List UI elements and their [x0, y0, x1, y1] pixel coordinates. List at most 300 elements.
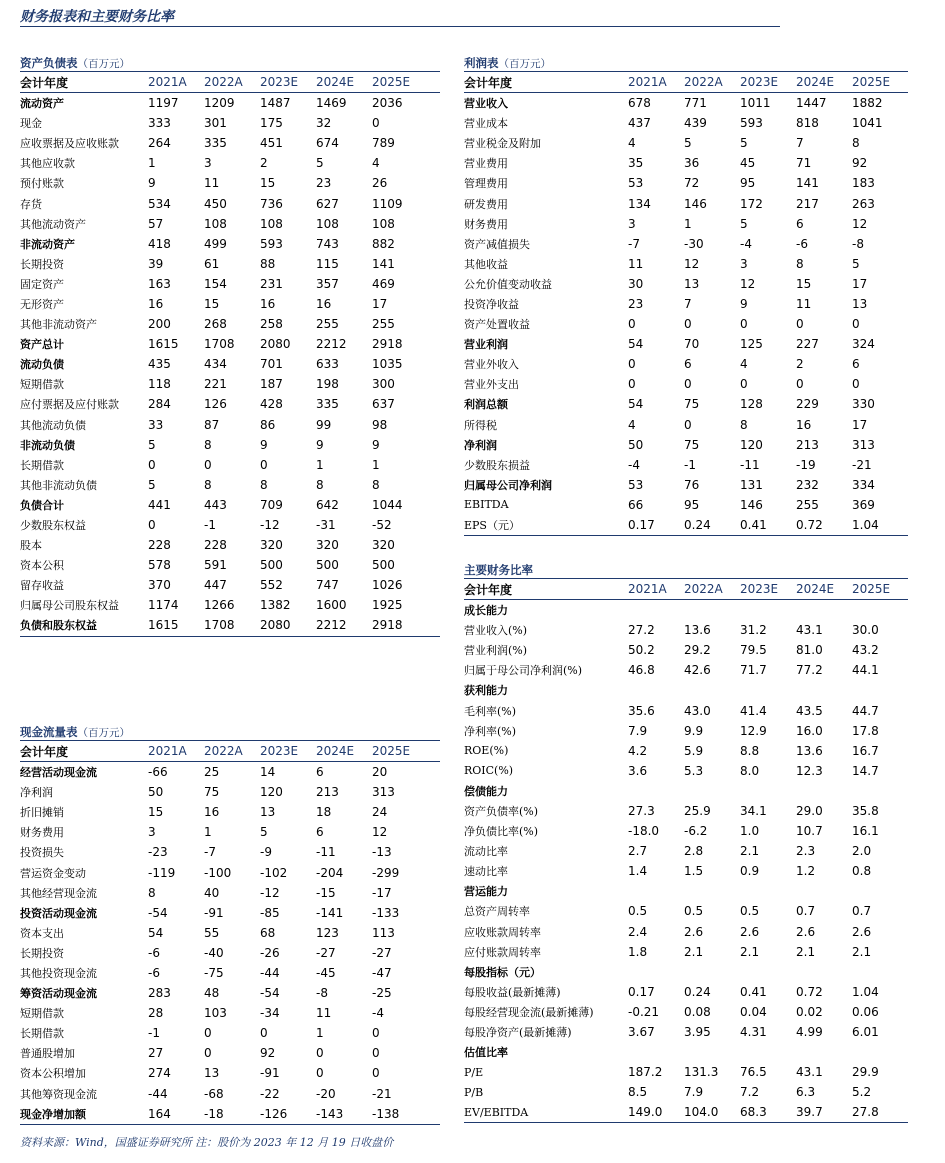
cell-value: 0.04 [740, 1004, 767, 1019]
header-label: 会计年度 [464, 579, 628, 600]
row-label: 营业收入 [464, 97, 508, 111]
table-row [20, 615, 440, 636]
cell-value: 0.5 [684, 904, 704, 919]
table-row [464, 314, 908, 334]
cell-value: 17 [852, 417, 868, 432]
cell-value: 2.6 [684, 924, 704, 939]
cell-value: 31.2 [740, 623, 767, 638]
row-label: 财务费用 [464, 217, 508, 231]
cell-value: 2.0 [852, 844, 872, 859]
table-row [20, 943, 440, 963]
cell-value: -27 [316, 945, 336, 960]
row-label: 流动负债 [20, 358, 64, 372]
cell-value: 5 [260, 825, 268, 840]
cell-value: 5.2 [852, 1085, 872, 1100]
cell-value: 2.1 [684, 944, 704, 959]
row-label: 其他筹资现金流 [20, 1087, 97, 1101]
header-label: 会计年度 [20, 741, 148, 762]
cell-value: 1 [316, 1026, 324, 1041]
cell-value: -25 [372, 986, 392, 1001]
cell-value: -102 [260, 865, 288, 880]
cell-value: 228 [148, 538, 171, 553]
cell-value: 15 [796, 276, 812, 291]
cell-value: 0.06 [852, 1004, 879, 1019]
cell-value: 4 [628, 136, 636, 151]
cell-value: 330 [852, 397, 875, 412]
cell-value: 75 [204, 785, 220, 800]
cell-value: 771 [684, 96, 707, 111]
cell-value: 33 [148, 417, 164, 432]
cell-value: 0.72 [796, 984, 823, 999]
cell-value: 1 [684, 216, 692, 231]
cell-value [684, 1042, 740, 1062]
row-label: 营业成本 [464, 117, 508, 131]
row-label: 利润总额 [464, 398, 508, 412]
table-row [20, 963, 440, 983]
row-label: 营业税金及附加 [464, 137, 541, 151]
cell-value: 141 [372, 256, 395, 271]
cell-value: -34 [260, 1006, 280, 1021]
cell-value: -0.21 [628, 1004, 660, 1019]
row-label: 应收账款周转率 [464, 925, 541, 939]
row-label: 少数股东损益 [464, 458, 530, 472]
row-label: 所得税 [464, 418, 497, 432]
cell-value: 7.9 [684, 1085, 704, 1100]
ratios-title-text: 主要财务比率 [464, 563, 533, 577]
cell-value: 87 [204, 417, 220, 432]
table-row [464, 133, 908, 153]
cell-value: 301 [204, 116, 227, 131]
table-row [464, 254, 908, 274]
table-row [464, 700, 908, 720]
cell-value: 17.8 [852, 723, 879, 738]
cell-value: 36 [684, 156, 700, 171]
cell-value: 0.24 [684, 515, 740, 536]
cell-value: 131.3 [684, 1065, 719, 1080]
cell-value: 1041 [852, 116, 883, 131]
cell-value: 1.2 [796, 864, 816, 879]
table-row [464, 841, 908, 861]
cell-value: -85 [260, 905, 280, 920]
cell-value [852, 680, 908, 700]
table-row [20, 334, 440, 354]
table-row [464, 234, 908, 254]
cell-value: 263 [852, 196, 875, 211]
table-row [20, 475, 440, 495]
cell-value: 29.9 [852, 1065, 879, 1080]
cell-value: 50 [628, 437, 644, 452]
cell-value: 44.1 [852, 663, 879, 678]
header-label: 会计年度 [464, 72, 628, 93]
cell-value: 1 [148, 156, 156, 171]
table-row [20, 173, 440, 193]
table-row [20, 435, 440, 455]
table-row [20, 113, 440, 133]
cell-value: -20 [316, 1086, 336, 1101]
header-year: 2021A [148, 741, 204, 762]
cell-value: 108 [372, 216, 395, 231]
table-row [20, 153, 440, 173]
table-row [464, 861, 908, 881]
table-row [464, 354, 908, 374]
cell-value: 164 [148, 1104, 204, 1125]
cell-value [740, 680, 796, 700]
cell-value: 0 [684, 317, 692, 332]
cell-value: 0 [372, 1066, 380, 1081]
cell-value: 447 [204, 578, 227, 593]
row-label: 投资损失 [20, 846, 64, 860]
table-row [20, 274, 440, 294]
table-row [20, 254, 440, 274]
row-label: 无形资产 [20, 297, 64, 311]
cell-value: 435 [148, 357, 171, 372]
cell-value: -8 [316, 986, 328, 1001]
cell-value: 77.2 [796, 663, 823, 678]
cell-value: 2.4 [628, 924, 648, 939]
cell-value: 283 [148, 986, 171, 1001]
cell-value: 200 [148, 317, 171, 332]
cell-value: 2080 [260, 615, 316, 636]
header-year: 2021A [628, 72, 684, 93]
cell-value: 0 [684, 417, 692, 432]
cell-value: 1615 [148, 337, 179, 352]
cell-value: 678 [628, 96, 651, 111]
cell-value: 2.6 [740, 924, 760, 939]
cell-value: 0.9 [740, 864, 760, 879]
cell-value: 1708 [204, 337, 235, 352]
table-row [20, 1063, 440, 1083]
row-label: 研发费用 [464, 197, 508, 211]
row-label: 公允价值变动收益 [464, 277, 552, 291]
row-label: 每股经营现金流(最新摊薄) [464, 1005, 594, 1019]
cell-value: 9.9 [684, 723, 704, 738]
cell-value: 68.3 [740, 1102, 796, 1123]
cell-value: 12 [740, 276, 756, 291]
cash-flow-section [20, 725, 440, 1125]
cell-value: 27.8 [852, 1102, 908, 1123]
cell-value: 5 [148, 437, 156, 452]
cell-value: 23 [316, 176, 332, 191]
cell-value: 13 [260, 805, 276, 820]
cell-value: 2.6 [796, 924, 816, 939]
cell-value: 2080 [260, 337, 291, 352]
row-label: 股本 [20, 539, 42, 553]
cell-value: 55 [204, 925, 220, 940]
cell-value: 131 [740, 477, 763, 492]
row-label: 资本公积增加 [20, 1067, 86, 1081]
cell-value: -23 [148, 845, 168, 860]
table-row [20, 515, 440, 535]
row-label: 其他流动资产 [20, 217, 86, 231]
row-label: 非流动负债 [20, 438, 75, 452]
cell-value: 0 [628, 377, 636, 392]
cell-value: 0 [148, 457, 156, 472]
header-label: 会计年度 [20, 72, 148, 93]
row-label: 归属母公司净利润 [464, 478, 552, 492]
cell-value: 370 [148, 578, 171, 593]
cell-value: 13.6 [684, 623, 711, 638]
cell-value: 15 [260, 176, 276, 191]
cell-value: 15 [204, 296, 220, 311]
cell-value: 4.31 [740, 1025, 767, 1040]
table-row [464, 640, 908, 660]
cell-value: 75 [684, 397, 700, 412]
cell-value: 0 [260, 457, 268, 472]
income-statement-unit: （百万元） [498, 58, 551, 70]
cell-value: -91 [260, 1066, 280, 1081]
cell-value: 0 [204, 1046, 212, 1061]
cell-value: 335 [204, 136, 227, 151]
cell-value: 8 [372, 477, 380, 492]
cell-value: 0 [372, 116, 380, 131]
row-label: EV/EBITDA [464, 1102, 628, 1123]
cell-value: 451 [260, 136, 283, 151]
cell-value: 1 [316, 457, 324, 472]
row-label: 归属于母公司净利润(%) [464, 664, 583, 678]
cell-value: 593 [740, 116, 763, 131]
cell-value: 39.7 [796, 1102, 852, 1123]
cell-value: 232 [796, 477, 819, 492]
cell-value: 13 [684, 276, 700, 291]
row-label: 普通股增加 [20, 1047, 75, 1061]
cell-value: 255 [316, 317, 339, 332]
cell-value: 2212 [316, 337, 347, 352]
cell-value [796, 781, 852, 801]
cell-value: 1600 [316, 598, 347, 613]
header-year: 2024E [796, 579, 852, 600]
cell-value: 499 [204, 236, 227, 251]
cell-value: 313 [372, 785, 395, 800]
cell-value: 1.4 [628, 864, 648, 879]
cell-value: 2212 [316, 615, 372, 636]
cell-value: -75 [204, 965, 224, 980]
cell-value: -21 [852, 457, 872, 472]
row-label: 资产处置收益 [464, 318, 530, 332]
cash-flow-table [20, 741, 440, 1125]
cell-value: 441 [148, 497, 171, 512]
cell-value: -44 [148, 1086, 168, 1101]
table-row [464, 435, 908, 455]
cell-value: 231 [260, 276, 283, 291]
row-label: 现金 [20, 117, 42, 131]
cell-value: 11 [316, 1006, 332, 1021]
cell-value: 12.9 [740, 723, 767, 738]
cell-value: 16 [316, 296, 332, 311]
cell-value: 5 [852, 256, 860, 271]
table-row [464, 821, 908, 841]
cell-value: 1447 [796, 96, 827, 111]
cell-value: 229 [796, 397, 819, 412]
header-row [464, 72, 908, 93]
cell-value [796, 680, 852, 700]
cell-value: 53 [628, 176, 644, 191]
cell-value: 743 [316, 236, 339, 251]
cell-value: 324 [852, 337, 875, 352]
table-row [464, 374, 908, 394]
cell-value: 6 [684, 357, 692, 372]
table-row [464, 781, 908, 801]
cell-value: 13 [204, 1066, 220, 1081]
cell-value: -1 [148, 1026, 160, 1041]
cell-value: 61 [204, 256, 220, 271]
cell-value: 6 [316, 825, 324, 840]
cell-value: 1209 [204, 96, 235, 111]
cell-value: 1615 [148, 615, 204, 636]
cell-value: -68 [204, 1086, 224, 1101]
table-row [20, 314, 440, 334]
row-label: ROE(%) [464, 744, 509, 758]
row-label: 净利润 [20, 786, 53, 800]
row-label: 固定资产 [20, 277, 64, 291]
cell-value: 5 [316, 156, 324, 171]
cell-value: -21 [372, 1086, 392, 1101]
cell-value: 320 [372, 538, 395, 553]
cell-value: 41.4 [740, 703, 767, 718]
row-label: 偿债能力 [464, 784, 508, 798]
cell-value: 1109 [372, 196, 403, 211]
cell-value: 5.3 [684, 763, 704, 778]
table-row [464, 415, 908, 435]
cell-value: 5 [148, 477, 156, 492]
cell-value: 8 [316, 477, 324, 492]
row-label: 筹资活动现金流 [20, 987, 97, 1001]
header-year: 2023E [260, 741, 316, 762]
table-row [464, 294, 908, 314]
table-row [20, 1003, 440, 1023]
income-statement-table [464, 72, 908, 536]
cell-value: 469 [372, 276, 395, 291]
cell-value [628, 781, 684, 801]
table-row [464, 741, 908, 761]
row-label: 折旧摊销 [20, 806, 64, 820]
cell-value: 14.7 [852, 763, 879, 778]
balance-sheet-title-text: 资产负债表 [20, 56, 78, 70]
cell-value [852, 962, 908, 982]
row-label: 净负债比率(%) [464, 825, 539, 839]
cell-value: 3 [740, 256, 748, 271]
row-label: 管理费用 [464, 177, 508, 191]
row-label: 长期借款 [20, 1027, 64, 1041]
cell-value: 3 [628, 216, 636, 231]
row-label: 营业外支出 [464, 378, 519, 392]
cell-value: 637 [372, 397, 395, 412]
cell-value: -6 [796, 236, 808, 251]
header-year: 2023E [740, 72, 796, 93]
row-label: 成长能力 [464, 604, 508, 618]
cell-value: -19 [796, 457, 816, 472]
cell-value: -299 [372, 865, 400, 880]
row-label: 非流动资产 [20, 237, 75, 251]
cell-value: 313 [852, 437, 875, 452]
cell-value: 54 [628, 337, 644, 352]
cell-value: 88 [260, 256, 276, 271]
table-row [464, 113, 908, 133]
cell-value: 255 [372, 317, 395, 332]
cell-value: 134 [628, 196, 651, 211]
table-row [20, 923, 440, 943]
cell-value: 8.5 [628, 1085, 648, 1100]
cell-value: 11 [204, 176, 220, 191]
cell-value: 8 [148, 885, 156, 900]
table-row [20, 374, 440, 394]
cell-value: 228 [204, 538, 227, 553]
cell-value: -31 [316, 518, 336, 533]
cell-value: -6 [148, 945, 160, 960]
cell-value [684, 881, 740, 901]
cell-value: 35.8 [852, 803, 879, 818]
cell-value: 115 [316, 256, 339, 271]
row-label: 长期借款 [20, 458, 64, 472]
table-row [464, 173, 908, 193]
cell-value: 25.9 [684, 803, 711, 818]
cell-value: 2918 [372, 337, 403, 352]
cell-value: -12 [260, 885, 280, 900]
cell-value: -11 [316, 845, 336, 860]
table-row [464, 1002, 908, 1022]
cell-value [740, 781, 796, 801]
cell-value: 16.1 [852, 824, 879, 839]
row-label: 营运能力 [464, 885, 508, 899]
table-row [20, 495, 440, 515]
cell-value: 16.7 [852, 743, 879, 758]
cell-value [684, 781, 740, 801]
table-row [464, 801, 908, 821]
row-label: 营业外收入 [464, 358, 519, 372]
cell-value [852, 1042, 908, 1062]
cell-value: 0 [316, 1046, 324, 1061]
table-row [20, 1104, 440, 1125]
cell-value: 0 [316, 1066, 324, 1081]
cell-value: 0 [740, 317, 748, 332]
table-row [464, 515, 908, 536]
cell-value: 4 [372, 156, 380, 171]
cell-value: 68 [260, 925, 276, 940]
cell-value: 12 [852, 216, 868, 231]
cell-value: 15 [148, 805, 164, 820]
income-statement-title [464, 56, 908, 72]
cell-value: 882 [372, 236, 395, 251]
cell-value: 334 [852, 477, 875, 492]
cell-value: 8 [204, 437, 212, 452]
cell-value: 16 [796, 417, 812, 432]
cell-value: 578 [148, 558, 171, 573]
cell-value: 0 [204, 1026, 212, 1041]
cell-value: 335 [316, 397, 339, 412]
table-row [20, 862, 440, 882]
cell-value: 709 [260, 497, 283, 512]
cell-value: 1487 [260, 96, 291, 111]
cell-value: 57 [148, 216, 164, 231]
cell-value [740, 1042, 796, 1062]
cell-value: 2.1 [852, 944, 872, 959]
table-row [464, 680, 908, 700]
cell-value [852, 600, 908, 621]
row-label: 每股收益(最新摊薄) [464, 985, 561, 999]
cell-value: 43.2 [852, 643, 879, 658]
table-row [464, 193, 908, 213]
cell-value: -47 [372, 965, 392, 980]
cell-value: -141 [316, 905, 344, 920]
row-label: 毛利率(%) [464, 704, 517, 718]
cell-value: -138 [372, 1104, 440, 1125]
row-label: 其他收益 [464, 257, 508, 271]
cell-value: 5 [684, 136, 692, 151]
cell-value: 0 [204, 457, 212, 472]
cell-value: 92 [260, 1046, 276, 1061]
row-label: 资产减值损失 [464, 237, 530, 251]
cell-value: 45 [740, 156, 756, 171]
cell-value: 2.7 [628, 844, 648, 859]
